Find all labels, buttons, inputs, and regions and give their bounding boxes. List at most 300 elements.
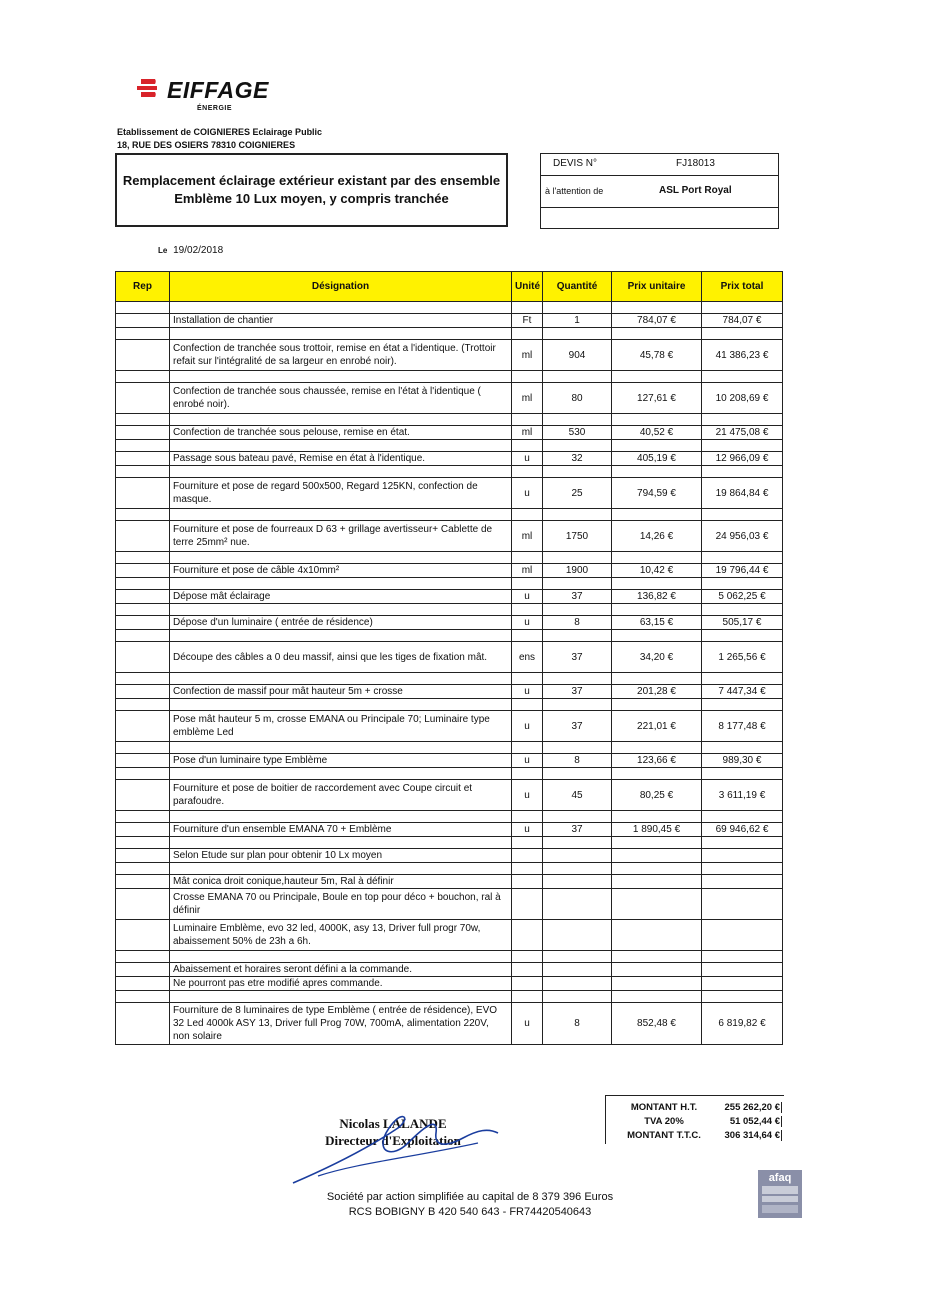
unit-cell: u bbox=[512, 616, 543, 630]
title-line-1: Remplacement éclairage extérieur existant par des ensemble bbox=[122, 173, 501, 188]
empty-cell bbox=[612, 509, 702, 521]
rep-cell bbox=[116, 426, 170, 440]
empty-cell bbox=[116, 440, 170, 452]
note-row bbox=[116, 849, 783, 863]
empty-cell bbox=[543, 414, 612, 426]
empty-cell bbox=[702, 991, 783, 1003]
quantity-cell: 37 bbox=[543, 711, 612, 742]
empty-cell bbox=[543, 849, 612, 863]
table-row bbox=[116, 823, 783, 837]
empty-cell bbox=[170, 578, 512, 590]
designation-cell: Dépose d'un luminaire ( entrée de résidence) bbox=[170, 616, 512, 630]
empty-cell bbox=[702, 552, 783, 564]
title-line-2: Emblème 10 Lux moyen, y compris tranchée bbox=[174, 191, 449, 206]
note-cell: Luminaire Emblème, evo 32 led, 4000K, asy 13, Driver full progr 70w, abaissement 50% de 23h a 6h. bbox=[170, 920, 512, 951]
empty-cell bbox=[612, 630, 702, 642]
empty-cell bbox=[612, 466, 702, 478]
unit-cell: ml bbox=[512, 521, 543, 552]
empty-cell bbox=[543, 991, 612, 1003]
empty-cell bbox=[512, 977, 543, 991]
empty-cell bbox=[612, 963, 702, 977]
quantity-cell: 8 bbox=[543, 1003, 612, 1045]
rep-cell bbox=[116, 478, 170, 509]
empty-cell bbox=[512, 875, 543, 889]
empty-cell bbox=[116, 699, 170, 711]
empty-cell bbox=[612, 552, 702, 564]
header-unit: Unité bbox=[512, 272, 543, 302]
empty-cell bbox=[170, 328, 512, 340]
rep-cell bbox=[116, 1003, 170, 1045]
table-row bbox=[116, 616, 783, 630]
unit-cell: Ft bbox=[512, 314, 543, 328]
legal-footer bbox=[200, 1190, 740, 1220]
empty-cell bbox=[116, 509, 170, 521]
empty-cell bbox=[170, 811, 512, 823]
rep-cell bbox=[116, 889, 170, 920]
spacer-row bbox=[116, 578, 783, 590]
afaq-text: afaq bbox=[768, 1172, 792, 1184]
empty-cell bbox=[702, 742, 783, 754]
empty-cell bbox=[543, 509, 612, 521]
total-price-cell: 19 864,84 € bbox=[702, 478, 783, 509]
note-cell: Ne pourront pas etre modifié apres commande. bbox=[170, 977, 512, 991]
unit-cell: u bbox=[512, 711, 543, 742]
unit-cell: u bbox=[512, 780, 543, 811]
empty-cell bbox=[702, 963, 783, 977]
total-price-cell: 784,07 € bbox=[702, 314, 783, 328]
devis-number-row bbox=[541, 154, 778, 176]
designation-cell: Pose d'un luminaire type Emblème bbox=[170, 754, 512, 768]
empty-cell bbox=[116, 768, 170, 780]
empty-cell bbox=[116, 837, 170, 849]
empty-cell bbox=[512, 673, 543, 685]
afaq-certification-logo bbox=[758, 1170, 802, 1218]
quote-title-box bbox=[115, 153, 508, 227]
note-cell: Mât conica droit conique,hauteur 5m, Ral à définir bbox=[170, 875, 512, 889]
eiffage-mark-icon bbox=[135, 76, 161, 102]
unit-cell: u bbox=[512, 823, 543, 837]
empty-cell bbox=[612, 302, 702, 314]
designation-cell: Fourniture d'un ensemble EMANA 70 + Emblème bbox=[170, 823, 512, 837]
total-price-cell: 21 475,08 € bbox=[702, 426, 783, 440]
spacer-row bbox=[116, 837, 783, 849]
quantity-cell: 530 bbox=[543, 426, 612, 440]
empty-cell bbox=[543, 371, 612, 383]
empty-cell bbox=[512, 328, 543, 340]
unit-cell: ml bbox=[512, 426, 543, 440]
empty-cell bbox=[543, 699, 612, 711]
empty-cell bbox=[512, 863, 543, 875]
quantity-cell: 1900 bbox=[543, 564, 612, 578]
unit-price-cell: 1 890,45 € bbox=[612, 823, 702, 837]
empty-cell bbox=[116, 811, 170, 823]
total-ttc-label: MONTANT T.T.C. bbox=[627, 1130, 701, 1141]
total-ht-label: MONTANT H.T. bbox=[630, 1102, 698, 1113]
rep-cell bbox=[116, 754, 170, 768]
empty-cell bbox=[612, 875, 702, 889]
empty-cell bbox=[116, 673, 170, 685]
rep-cell bbox=[116, 875, 170, 889]
empty-cell bbox=[543, 977, 612, 991]
empty-cell bbox=[170, 673, 512, 685]
unit-price-cell: 405,19 € bbox=[612, 452, 702, 466]
table-row bbox=[116, 711, 783, 742]
logo-wordmark: EIFFAGE bbox=[167, 77, 269, 103]
unit-price-cell: 136,82 € bbox=[612, 590, 702, 604]
unit-price-cell: 80,25 € bbox=[612, 780, 702, 811]
unit-price-cell: 794,59 € bbox=[612, 478, 702, 509]
empty-cell bbox=[512, 302, 543, 314]
empty-cell bbox=[702, 837, 783, 849]
unit-price-cell: 34,20 € bbox=[612, 642, 702, 673]
spacer-row bbox=[116, 328, 783, 340]
empty-cell bbox=[512, 951, 543, 963]
spacer-row bbox=[116, 991, 783, 1003]
note-row bbox=[116, 977, 783, 991]
note-cell: Selon Etude sur plan pour obtenir 10 Lx moyen bbox=[170, 849, 512, 863]
empty-cell bbox=[116, 863, 170, 875]
empty-cell bbox=[612, 768, 702, 780]
empty-cell bbox=[702, 673, 783, 685]
empty-cell bbox=[612, 371, 702, 383]
unit-cell: u bbox=[512, 590, 543, 604]
quote-table bbox=[115, 271, 783, 1045]
designation-cell: Dépose mât éclairage bbox=[170, 590, 512, 604]
empty-cell bbox=[543, 604, 612, 616]
table-row bbox=[116, 590, 783, 604]
note-row bbox=[116, 963, 783, 977]
unit-price-cell: 784,07 € bbox=[612, 314, 702, 328]
empty-cell bbox=[512, 604, 543, 616]
empty-cell bbox=[512, 811, 543, 823]
empty-cell bbox=[702, 889, 783, 920]
empty-cell bbox=[512, 509, 543, 521]
empty-cell bbox=[543, 951, 612, 963]
empty-cell bbox=[612, 889, 702, 920]
signer-name: Nicolas LALANDE bbox=[339, 1116, 447, 1131]
unit-cell: ml bbox=[512, 340, 543, 371]
unit-cell: u bbox=[512, 754, 543, 768]
quantity-cell: 1750 bbox=[543, 521, 612, 552]
rep-cell bbox=[116, 963, 170, 977]
unit-price-cell: 63,15 € bbox=[612, 616, 702, 630]
empty-cell bbox=[170, 742, 512, 754]
empty-cell bbox=[116, 991, 170, 1003]
quantity-cell: 45 bbox=[543, 780, 612, 811]
quantity-cell: 8 bbox=[543, 754, 612, 768]
unit-price-cell: 221,01 € bbox=[612, 711, 702, 742]
empty-cell bbox=[612, 951, 702, 963]
empty-cell bbox=[612, 604, 702, 616]
empty-cell bbox=[702, 875, 783, 889]
unit-cell: u bbox=[512, 478, 543, 509]
empty-cell bbox=[702, 440, 783, 452]
empty-cell bbox=[116, 604, 170, 616]
designation-cell: Confection de tranchée sous chaussée, remise en l'état à l'identique ( enrobé noir). bbox=[170, 383, 512, 414]
rep-cell bbox=[116, 616, 170, 630]
table-row bbox=[116, 452, 783, 466]
header-rep: Rep bbox=[116, 272, 170, 302]
empty-cell bbox=[543, 875, 612, 889]
rep-cell bbox=[116, 521, 170, 552]
empty-cell bbox=[612, 837, 702, 849]
empty-cell bbox=[612, 699, 702, 711]
empty-cell bbox=[543, 863, 612, 875]
table-row bbox=[116, 1003, 783, 1045]
table-row bbox=[116, 521, 783, 552]
rep-cell bbox=[116, 564, 170, 578]
unit-price-cell: 14,26 € bbox=[612, 521, 702, 552]
total-price-cell: 3 611,19 € bbox=[702, 780, 783, 811]
rep-cell bbox=[116, 780, 170, 811]
empty-cell bbox=[116, 371, 170, 383]
empty-cell bbox=[612, 328, 702, 340]
header-quantity: Quantité bbox=[543, 272, 612, 302]
quantity-cell: 32 bbox=[543, 452, 612, 466]
spacer-row bbox=[116, 302, 783, 314]
establishment-info bbox=[117, 126, 322, 152]
table-header bbox=[116, 272, 783, 302]
empty-cell bbox=[612, 863, 702, 875]
designation-cell: Passage sous bateau pavé, Remise en état à l'identique. bbox=[170, 452, 512, 466]
empty-cell bbox=[543, 673, 612, 685]
note-row bbox=[116, 875, 783, 889]
total-ttc-value: 306 314,64 € bbox=[724, 1130, 780, 1141]
unit-cell: ml bbox=[512, 564, 543, 578]
designation-cell: Fourniture de 8 luminaires de type Emblème ( entrée de résidence), EVO 32 Led 4000k ASY 13, Driver full Prog 70W, 700mA, alimentation 220V, non solaire bbox=[170, 1003, 512, 1045]
empty-cell bbox=[702, 863, 783, 875]
total-ht-row bbox=[606, 1102, 784, 1116]
note-cell: Abaissement et horaires seront défini a la commande. bbox=[170, 963, 512, 977]
header-designation: Désignation bbox=[170, 272, 512, 302]
unit-price-cell: 852,48 € bbox=[612, 1003, 702, 1045]
empty-cell bbox=[702, 509, 783, 521]
date-value: 19/02/2018 bbox=[173, 245, 224, 256]
note-cell: Crosse EMANA 70 ou Principale, Boule en top pour déco + bouchon, ral à définir bbox=[170, 889, 512, 920]
unit-cell: ml bbox=[512, 383, 543, 414]
empty-cell bbox=[116, 466, 170, 478]
total-price-cell: 7 447,34 € bbox=[702, 685, 783, 699]
designation-cell: Confection de massif pour mât hauteur 5m + crosse bbox=[170, 685, 512, 699]
spacer-row bbox=[116, 742, 783, 754]
spacer-row bbox=[116, 768, 783, 780]
footer-line-2: RCS BOBIGNY B 420 540 643 - FR74420540643 bbox=[348, 1206, 592, 1218]
empty-cell bbox=[170, 302, 512, 314]
rep-cell bbox=[116, 920, 170, 951]
empty-cell bbox=[612, 991, 702, 1003]
rep-cell bbox=[116, 977, 170, 991]
empty-cell bbox=[170, 440, 512, 452]
table-row bbox=[116, 642, 783, 673]
signer-role: Directeur d'Exploitation bbox=[325, 1133, 461, 1148]
empty-cell bbox=[543, 889, 612, 920]
empty-cell bbox=[702, 920, 783, 951]
empty-cell bbox=[543, 920, 612, 951]
empty-cell bbox=[543, 302, 612, 314]
total-price-cell: 1 265,56 € bbox=[702, 642, 783, 673]
total-price-cell: 24 956,03 € bbox=[702, 521, 783, 552]
empty-cell bbox=[702, 578, 783, 590]
designation-cell: Confection de tranchée sous trottoir, remise en état a l'identique. (Trottoir refait sur l'intégralité de sa largeur en enrobé noir). bbox=[170, 340, 512, 371]
empty-cell bbox=[512, 466, 543, 478]
devis-box bbox=[540, 153, 779, 229]
empty-cell bbox=[543, 837, 612, 849]
empty-cell bbox=[512, 630, 543, 642]
designation-cell: Découpe des câbles a 0 deu massif, ainsi que les tiges de fixation mât. bbox=[170, 642, 512, 673]
total-ht-value: 255 262,20 € bbox=[724, 1102, 780, 1113]
designation-cell: Installation de chantier bbox=[170, 314, 512, 328]
table-row bbox=[116, 314, 783, 328]
table-row bbox=[116, 383, 783, 414]
rep-cell bbox=[116, 849, 170, 863]
empty-cell bbox=[702, 811, 783, 823]
unit-price-cell: 40,52 € bbox=[612, 426, 702, 440]
empty-cell bbox=[116, 552, 170, 564]
total-price-cell: 10 208,69 € bbox=[702, 383, 783, 414]
empty-cell bbox=[543, 440, 612, 452]
note-row bbox=[116, 920, 783, 951]
table-row bbox=[116, 340, 783, 371]
table-row bbox=[116, 478, 783, 509]
rep-cell bbox=[116, 642, 170, 673]
empty-cell bbox=[512, 742, 543, 754]
quote-date bbox=[158, 245, 223, 256]
empty-cell bbox=[116, 328, 170, 340]
unit-cell: u bbox=[512, 685, 543, 699]
attention-row bbox=[541, 175, 778, 208]
unit-price-cell: 123,66 € bbox=[612, 754, 702, 768]
unit-cell: u bbox=[512, 452, 543, 466]
empty-cell bbox=[170, 837, 512, 849]
empty-cell bbox=[543, 742, 612, 754]
empty-cell bbox=[702, 328, 783, 340]
quantity-cell: 37 bbox=[543, 685, 612, 699]
unit-cell: u bbox=[512, 1003, 543, 1045]
designation-cell: Fourniture et pose de câble 4x10mm² bbox=[170, 564, 512, 578]
empty-cell bbox=[170, 991, 512, 1003]
total-ttc-row bbox=[606, 1130, 784, 1144]
empty-cell bbox=[702, 951, 783, 963]
empty-cell bbox=[702, 414, 783, 426]
devis-label: DEVIS N° bbox=[553, 158, 598, 169]
spacer-row bbox=[116, 863, 783, 875]
empty-cell bbox=[512, 963, 543, 977]
empty-cell bbox=[170, 414, 512, 426]
establishment-address: 18, RUE DES OSIERS 78310 COIGNIERES bbox=[117, 140, 296, 150]
total-price-cell: 505,17 € bbox=[702, 616, 783, 630]
footer-line-1: Société par action simplifiée au capital de 8 379 396 Euros bbox=[326, 1191, 614, 1203]
spacer-row bbox=[116, 509, 783, 521]
empty-cell bbox=[170, 863, 512, 875]
attention-value: ASL Port Royal bbox=[659, 185, 732, 196]
tva-label: TVA 20% bbox=[644, 1116, 684, 1127]
header-total-price: Prix total bbox=[702, 272, 783, 302]
spacer-row bbox=[116, 699, 783, 711]
designation-cell: Fourniture et pose de boitier de raccordement avec Coupe circuit et parafoudre. bbox=[170, 780, 512, 811]
empty-cell bbox=[170, 509, 512, 521]
header-unit-price: Prix unitaire bbox=[612, 272, 702, 302]
quantity-cell: 904 bbox=[543, 340, 612, 371]
rep-cell bbox=[116, 314, 170, 328]
empty-cell bbox=[612, 977, 702, 991]
handwritten-signature bbox=[288, 1088, 508, 1198]
totals-box bbox=[605, 1095, 784, 1144]
designation-cell: Fourniture et pose de fourreaux D 63 + grillage avertisseur+ Cablette de terre 25mm² nue. bbox=[170, 521, 512, 552]
spacer-row bbox=[116, 951, 783, 963]
empty-cell bbox=[512, 768, 543, 780]
empty-cell bbox=[512, 889, 543, 920]
table-row bbox=[116, 685, 783, 699]
unit-price-cell: 10,42 € bbox=[612, 564, 702, 578]
rep-cell bbox=[116, 823, 170, 837]
empty-cell bbox=[512, 849, 543, 863]
empty-cell bbox=[543, 328, 612, 340]
empty-cell bbox=[512, 440, 543, 452]
empty-cell bbox=[543, 466, 612, 478]
date-prefix: Le bbox=[158, 246, 168, 255]
total-price-cell: 19 796,44 € bbox=[702, 564, 783, 578]
note-row bbox=[116, 889, 783, 920]
empty-cell bbox=[170, 371, 512, 383]
empty-cell bbox=[612, 673, 702, 685]
empty-cell bbox=[702, 302, 783, 314]
rep-cell bbox=[116, 452, 170, 466]
empty-cell bbox=[512, 920, 543, 951]
rep-cell bbox=[116, 685, 170, 699]
empty-cell bbox=[543, 630, 612, 642]
empty-cell bbox=[170, 630, 512, 642]
unit-price-cell: 45,78 € bbox=[612, 340, 702, 371]
empty-cell bbox=[612, 742, 702, 754]
spacer-row bbox=[116, 630, 783, 642]
designation-cell: Confection de tranchée sous pelouse, remise en état. bbox=[170, 426, 512, 440]
empty-cell bbox=[702, 849, 783, 863]
empty-cell bbox=[702, 630, 783, 642]
total-price-cell: 69 946,62 € bbox=[702, 823, 783, 837]
quantity-cell: 1 bbox=[543, 314, 612, 328]
empty-cell bbox=[170, 951, 512, 963]
total-price-cell: 989,30 € bbox=[702, 754, 783, 768]
total-price-cell: 6 819,82 € bbox=[702, 1003, 783, 1045]
quantity-cell: 37 bbox=[543, 590, 612, 604]
empty-cell bbox=[116, 414, 170, 426]
empty-cell bbox=[543, 963, 612, 977]
empty-cell bbox=[612, 849, 702, 863]
spacer-row bbox=[116, 604, 783, 616]
empty-cell bbox=[612, 811, 702, 823]
empty-cell bbox=[612, 578, 702, 590]
quantity-cell: 37 bbox=[543, 642, 612, 673]
total-price-cell: 5 062,25 € bbox=[702, 590, 783, 604]
devis-number: FJ18013 bbox=[676, 158, 715, 169]
empty-cell bbox=[702, 371, 783, 383]
table-row bbox=[116, 780, 783, 811]
spacer-row bbox=[116, 811, 783, 823]
empty-cell bbox=[116, 302, 170, 314]
empty-cell bbox=[170, 768, 512, 780]
empty-cell bbox=[702, 466, 783, 478]
empty-cell bbox=[612, 440, 702, 452]
quantity-cell: 8 bbox=[543, 616, 612, 630]
empty-cell bbox=[702, 977, 783, 991]
total-price-cell: 8 177,48 € bbox=[702, 711, 783, 742]
quantity-cell: 80 bbox=[543, 383, 612, 414]
empty-cell bbox=[116, 951, 170, 963]
empty-cell bbox=[170, 699, 512, 711]
empty-cell bbox=[702, 699, 783, 711]
spacer-row bbox=[116, 552, 783, 564]
table-row bbox=[116, 426, 783, 440]
